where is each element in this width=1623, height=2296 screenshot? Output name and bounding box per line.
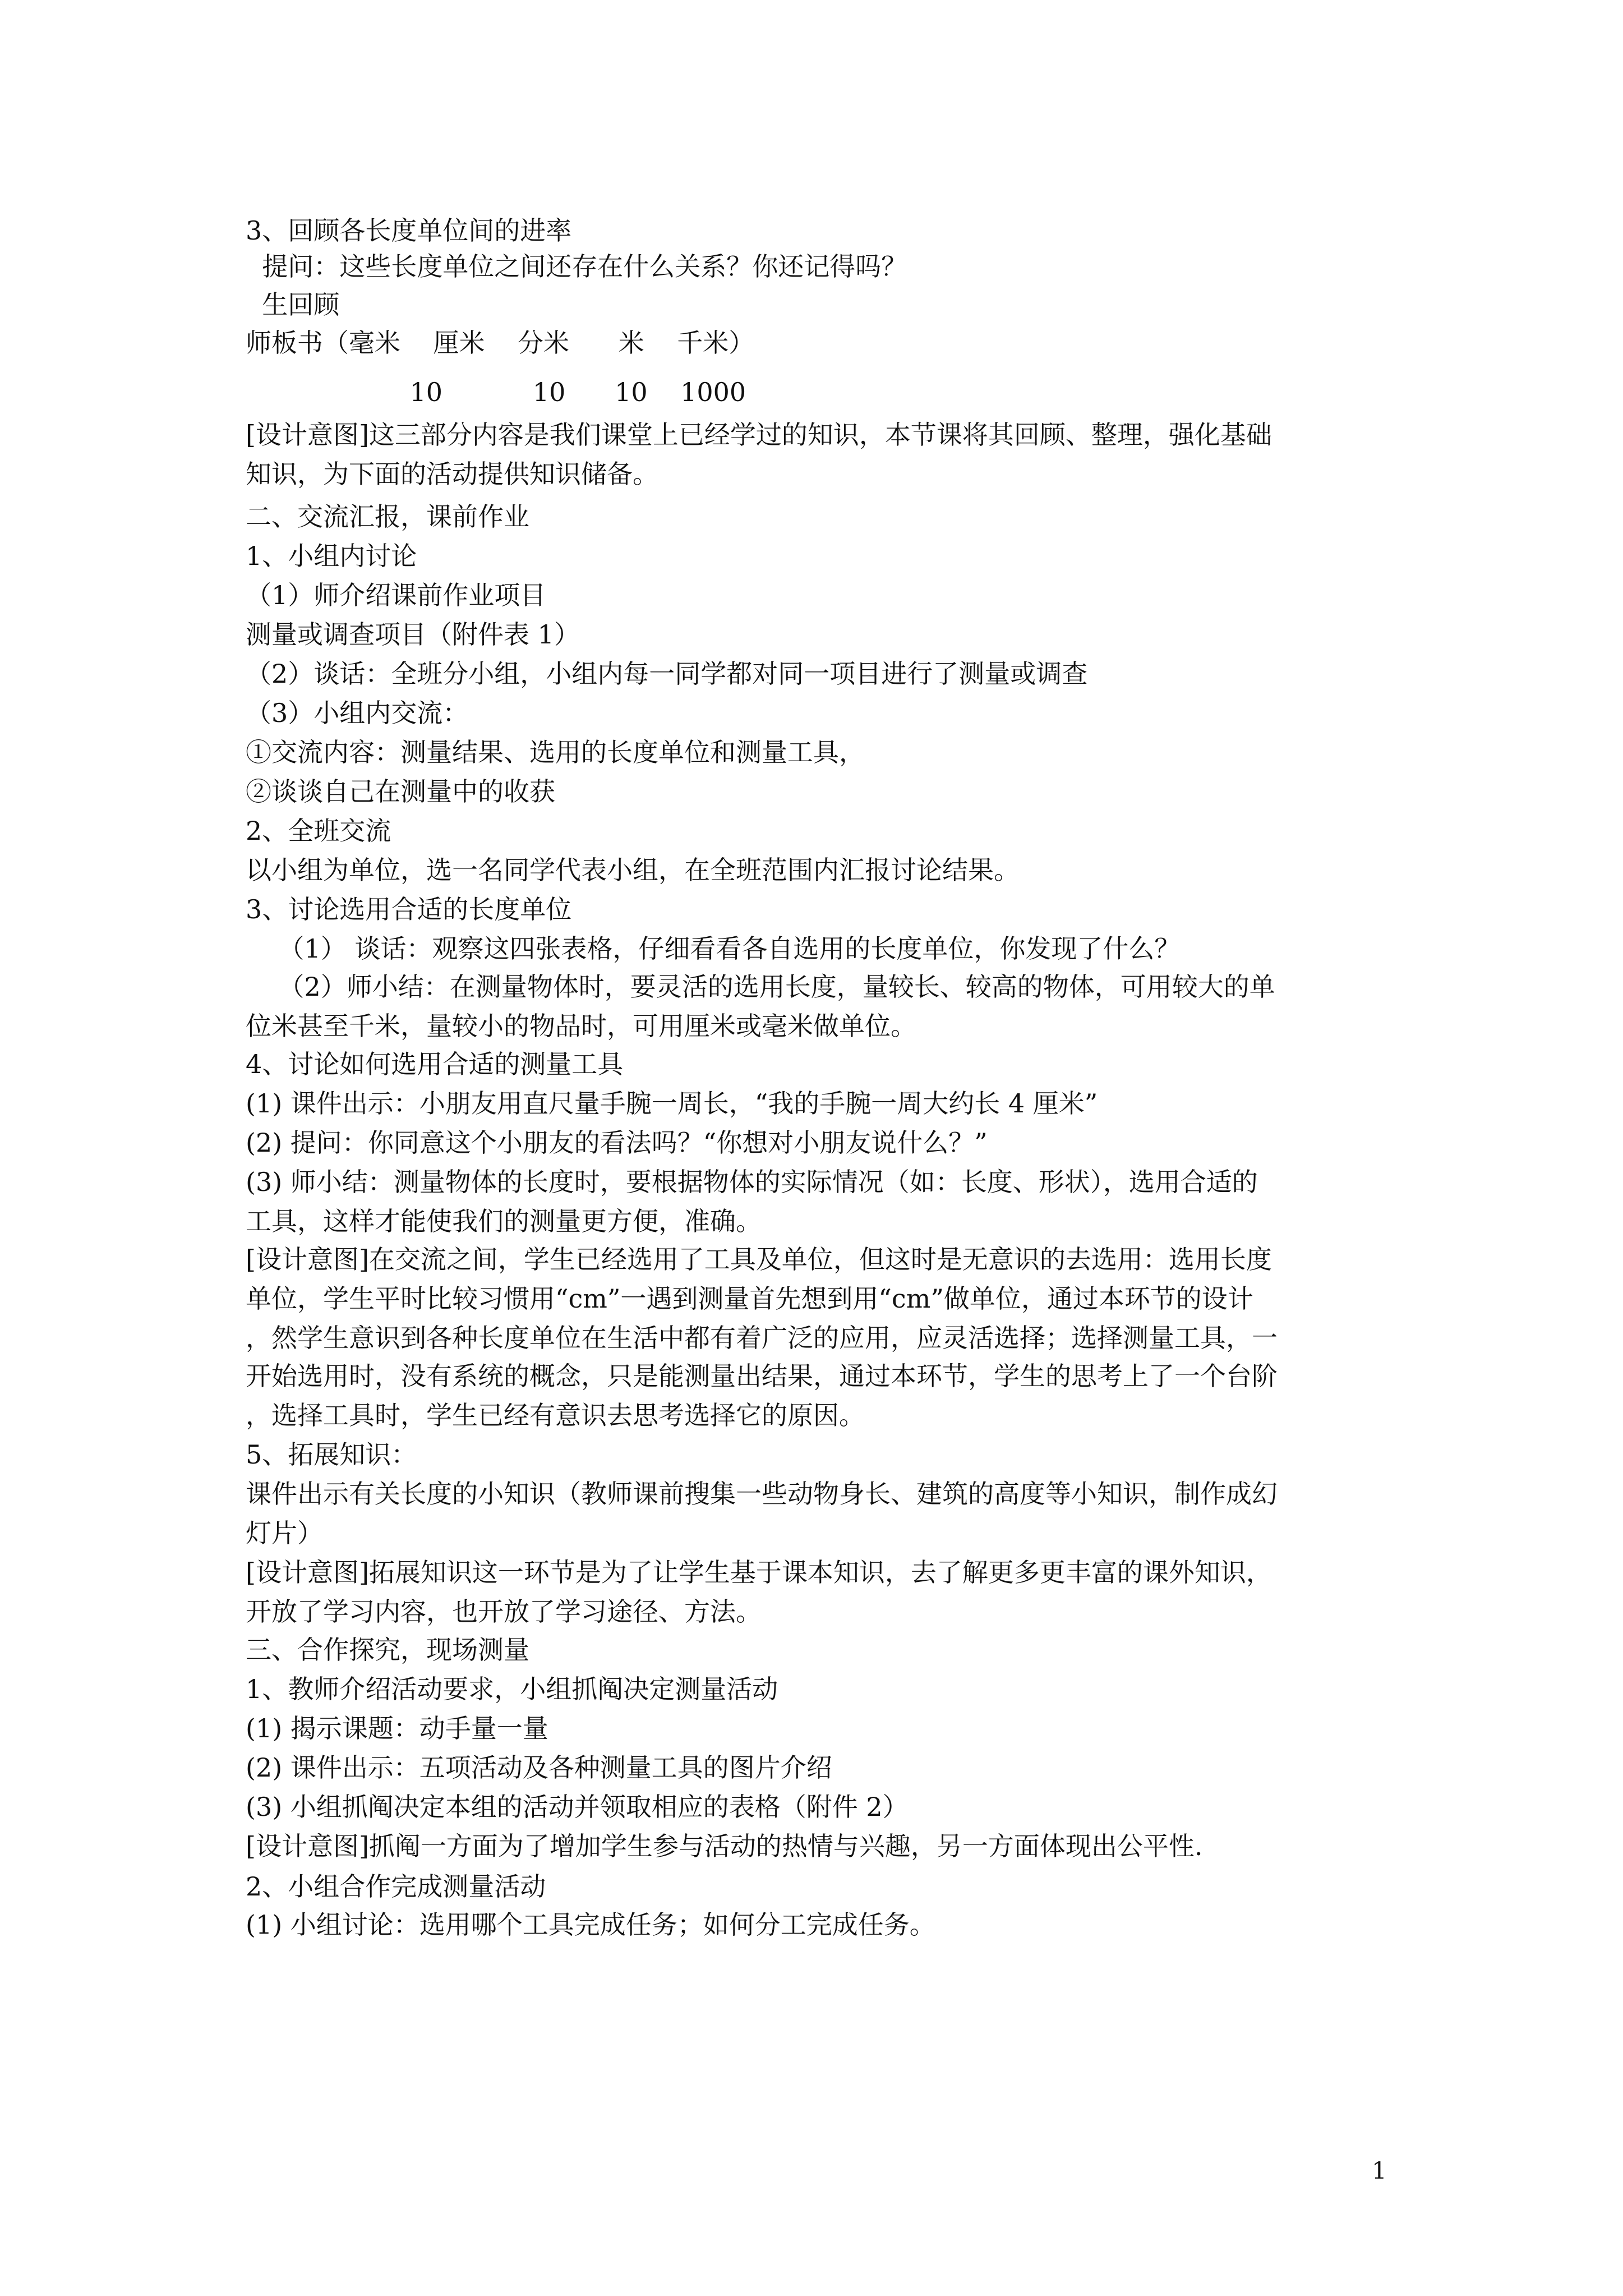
text-line: 测量或调查项目（附件表 1） bbox=[246, 619, 580, 650]
text-line: （1）师介绍课前作业项目 bbox=[246, 580, 546, 610]
text-line: （2）师小结：在测量物体时，要灵活的选用长度，量较长、较高的物体，可用较大的单 bbox=[246, 972, 1275, 1002]
text-line: (3) 师小结：测量物体的长度时，要根据物体的实际情况（如：长度、形状），选用合适的 bbox=[246, 1167, 1258, 1197]
text-line: ，选择工具时，学生已经有意识去思考选择它的原因。 bbox=[246, 1400, 865, 1430]
text-line: 5、拓展知识： bbox=[246, 1439, 417, 1470]
text-line: (1) 小组讨论：选用哪个工具完成任务；如何分工完成任务。 bbox=[246, 1910, 935, 1940]
text-line: (3) 小组抓阄决定本组的活动并领取相应的表格（附件 2） bbox=[246, 1792, 909, 1822]
text-line: 三、合作探究，现场测量 bbox=[246, 1635, 529, 1665]
text-line: （3）小组内交流： bbox=[246, 698, 469, 728]
text-line: [设计意图]这三部分内容是我们课堂上已经学过的知识，本节课将其回顾、整理，强化基础 bbox=[246, 420, 1272, 450]
text-line: 2、全班交流 bbox=[246, 816, 391, 846]
text-line: 位米甚至千米，量较小的物品时，可用厘米或毫米做单位。 bbox=[246, 1011, 916, 1041]
text-line: 3、讨论选用合适的长度单位 bbox=[246, 894, 572, 924]
text-line: ①交流内容：测量结果、选用的长度单位和测量工具， bbox=[246, 737, 865, 767]
text-line: ②谈谈自己在测量中的收获 bbox=[246, 776, 555, 807]
text-line: (2) 提问：你同意这个小朋友的看法吗？“你想对小朋友说什么？” bbox=[246, 1128, 988, 1158]
text-line: 1、教师介绍活动要求，小组抓阄决定测量活动 bbox=[246, 1674, 778, 1704]
text-line: [设计意图]在交流之间，学生已经选用了工具及单位，但这时是无意识的去选用：选用长度 bbox=[246, 1244, 1272, 1274]
text-line: [设计意图]拓展知识这一环节是为了让学生基于课本知识，去了解更多更丰富的课外知识， bbox=[246, 1557, 1272, 1588]
text-line: 工具，这样才能使我们的测量更方便，准确。 bbox=[246, 1206, 762, 1236]
text-line: (1) 课件出示：小朋友用直尺量手腕一周长，“我的手腕一周大约长 4 厘米” bbox=[246, 1088, 1098, 1119]
text-line: ，然学生意识到各种长度单位在生活中都有着广泛的应用，应灵活选择；选择测量工具，一 bbox=[246, 1323, 1278, 1353]
page-number: 1 bbox=[1372, 2157, 1387, 2184]
text-line: (2) 课件出示：五项活动及各种测量工具的图片介绍 bbox=[246, 1752, 832, 1783]
text-line: 提问：这些长度单位之间还存在什么关系？你还记得吗？ bbox=[246, 251, 907, 282]
text-line: 课件出示有关长度的小知识（教师课前搜集一些动物身长、建筑的高度等小知识，制作成幻 bbox=[246, 1479, 1278, 1509]
text-line: 3、回顾各长度单位间的进率 bbox=[246, 215, 572, 246]
text-line: 开放了学习内容，也开放了学习途径、方法。 bbox=[246, 1596, 762, 1627]
text-line: （1） 谈话：观察这四张表格，仔细看看各自选用的长度单位，你发现了什么？ bbox=[246, 933, 1181, 964]
text-line: 以小组为单位，选一名同学代表小组，在全班范围内汇报讨论结果。 bbox=[246, 855, 1020, 885]
text-line: 开始选用时，没有系统的概念，只是能测量出结果，通过本环节，学生的思考上了一个台阶 bbox=[246, 1361, 1278, 1391]
text-line: [设计意图]抓阄一方面为了增加学生参与活动的热情与兴趣，另一方面体现出公平性. bbox=[246, 1831, 1203, 1861]
text-line: 1、小组内讨论 bbox=[246, 541, 417, 571]
text-line: （2）谈话：全班分小组，小组内每一同学都对同一项目进行了测量或调查 bbox=[246, 659, 1088, 689]
text-line: 10 10 10 1000 bbox=[246, 377, 746, 407]
text-line: 知识，为下面的活动提供知识储备。 bbox=[246, 459, 658, 489]
text-line: 生回顾 bbox=[246, 289, 340, 320]
text-line: (1) 揭示课题：动手量一量 bbox=[246, 1713, 548, 1743]
text-line: 灯片） bbox=[246, 1518, 323, 1548]
text-line: 4、讨论如何选用合适的测量工具 bbox=[246, 1049, 624, 1079]
text-line: 2、小组合作完成测量活动 bbox=[246, 1871, 546, 1902]
text-line: 师板书（毫米 厘米 分米 米 千米） bbox=[246, 328, 755, 358]
text-line: 二、交流汇报，课前作业 bbox=[246, 501, 529, 532]
text-line: 单位，学生平时比较习惯用“cm”一遇到测量首先想到用“cm”做单位，通过本环节的设计 bbox=[246, 1283, 1253, 1314]
